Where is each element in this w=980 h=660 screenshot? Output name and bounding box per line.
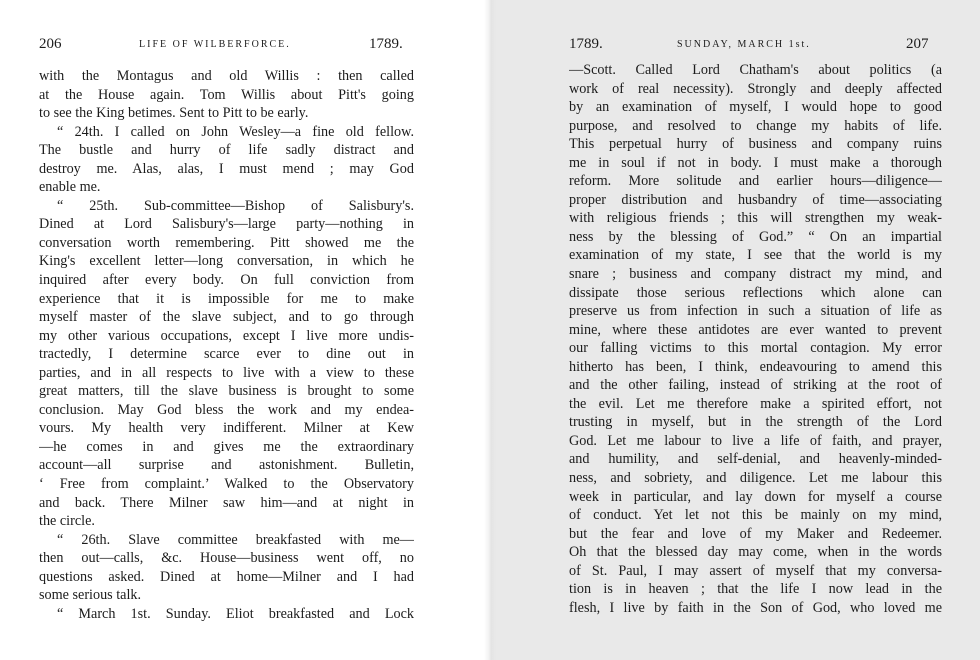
right-page-number: 207 — [906, 36, 929, 52]
text-line: vours. My health very indifferent. Milner at Kew — [39, 420, 414, 437]
right-page-header — [569, 36, 941, 56]
text-line: mine, where these antidotes are ever wanted to prevent — [569, 321, 942, 338]
text-line: preserve us from infection in such a situation of life as — [569, 303, 942, 320]
text-line: “ 25th. Sub-committee—Bishop of Salisbury's. — [57, 197, 414, 214]
left-page-number: 206 — [39, 36, 62, 52]
text-line: flesh, I live by faith in the Son of God, who loved me — [569, 599, 942, 616]
text-line: inquired after every body. On full conviction from — [39, 272, 414, 289]
text-line: and the other failing, instead of striking at the root of — [569, 377, 942, 394]
text-line: account—all surprise and astonishment. Bulletin, — [39, 457, 414, 474]
text-line: to see the King betimes. Sent to Pitt to be early. — [39, 105, 309, 122]
left-page-header — [39, 36, 411, 56]
text-line: ness, and sobriety, and diligence. Let me labour this — [569, 470, 942, 487]
right-running-head: SUNDAY, MARCH 1st. — [677, 39, 811, 50]
text-line: proper distribution and husbandry of time—associating — [569, 191, 942, 208]
text-line: me in soul if not in body. I must make a thorough — [569, 154, 942, 171]
text-line: —he comes in and gives me the extraordinary — [39, 438, 414, 455]
text-line: and humility, and self-denial, and heavenly-minded- — [569, 451, 942, 468]
text-line: conversation worth remembering. Pitt showed me the — [39, 234, 414, 251]
text-line: of conduct. Yet let not this be mainly on my mind, — [569, 507, 942, 524]
text-line: purpose, and resolved to change my habits of life. — [569, 117, 942, 134]
text-line: experience that it is impossible for me to make — [39, 290, 414, 307]
text-line: conclusion. May God bless the work and my endea- — [39, 401, 414, 418]
text-line: snare ; business and company distract my mind, and — [569, 266, 942, 283]
text-line: with the Montagus and old Willis : then called — [39, 68, 414, 84]
right-page-year: 1789. — [569, 36, 603, 52]
text-line: King's excellent letter—long conversation, in which he — [39, 253, 414, 270]
text-line: Dined at Lord Salisbury's—large party—nothing in — [39, 216, 414, 233]
text-line: by an examination of myself, I would hope to good — [569, 99, 942, 116]
text-line: ‘ Free from complaint.’ Walked to the Observatory — [39, 476, 414, 493]
text-line: myself master of the slave subject, and to go through — [39, 309, 414, 326]
text-line: ness by the blessing of God.” “ On an impartial — [569, 228, 942, 245]
text-line: of St. Paul, I may assert of myself that my conversa- — [569, 562, 942, 579]
text-line: “ 26th. Slave committee breakfasted with me— — [57, 531, 414, 548]
right-page — [490, 0, 980, 660]
left-page-year: 1789. — [369, 36, 403, 52]
text-line: “ March 1st. Sunday. Eliot breakfasted and Lock — [57, 605, 414, 622]
text-line: at the House again. Tom Willis about Pitt's going — [39, 86, 414, 103]
text-line: great matters, till the slave business is brought to some — [39, 383, 414, 400]
text-line: questions asked. Dined at home—Milner and I had — [39, 568, 414, 585]
text-line: week in particular, and lay down for myself a course — [569, 488, 942, 505]
text-line: the circle. — [39, 513, 95, 530]
text-line: some serious talk. — [39, 587, 142, 604]
text-line: work of real necessity). Strongly and deeply affected — [569, 80, 942, 97]
text-line: enable me. — [39, 179, 101, 196]
text-line: destroy me. Alas, alas, I must mend ; may God — [39, 160, 414, 177]
text-line: parties, and in all respects to live with a view to these — [39, 364, 414, 381]
text-line: then out—calls, &c. House—business went off, no — [39, 550, 414, 567]
text-line: and back. There Milner saw him—and at night in — [39, 494, 414, 511]
text-line: tractedly, I determine scarce ever to dine out in — [39, 346, 414, 363]
text-line: The bustle and hurry of life sadly distract and — [39, 142, 414, 159]
book-gutter — [484, 0, 496, 660]
text-line: —Scott. Called Lord Chatham's about politics (a — [569, 62, 942, 78]
text-line: God. Let me labour to live a life of faith, and prayer, — [569, 432, 942, 449]
text-line: our falling victims to this mortal contagion. My error — [569, 340, 942, 357]
text-line: examination of my state, I see that the world is my — [569, 247, 942, 264]
text-line: “ 24th. I called on John Wesley—a fine old fellow. — [57, 123, 414, 140]
right-page-text — [569, 61, 942, 617]
text-line: hitherto has been, I think, endeavouring to amend this — [569, 358, 942, 375]
text-line: but the fear and love of my Maker and Redeemer. — [569, 525, 942, 542]
left-page-text — [39, 67, 414, 623]
text-line: tion is in heaven ; that the life I now lead in the — [569, 581, 942, 598]
left-running-head: LIFE OF WILBERFORCE. — [139, 39, 291, 50]
text-line: Oh that the blessed day may come, when in the words — [569, 544, 942, 561]
text-line: This perpetual hurry of business and company ruins — [569, 136, 942, 153]
text-line: the evil. Let me therefore make a spirited effort, not — [569, 395, 942, 412]
text-line: dissipate those serious reflections which alone can — [569, 284, 942, 301]
text-line: reform. More solitude and earlier hours—diligence— — [569, 173, 942, 190]
text-line: trusting in myself, but in the strength of the Lord — [569, 414, 942, 431]
text-line: my other various occupations, except I live more undis- — [39, 327, 414, 344]
text-line: with religious friends ; this will strengthen my weak- — [569, 210, 942, 227]
